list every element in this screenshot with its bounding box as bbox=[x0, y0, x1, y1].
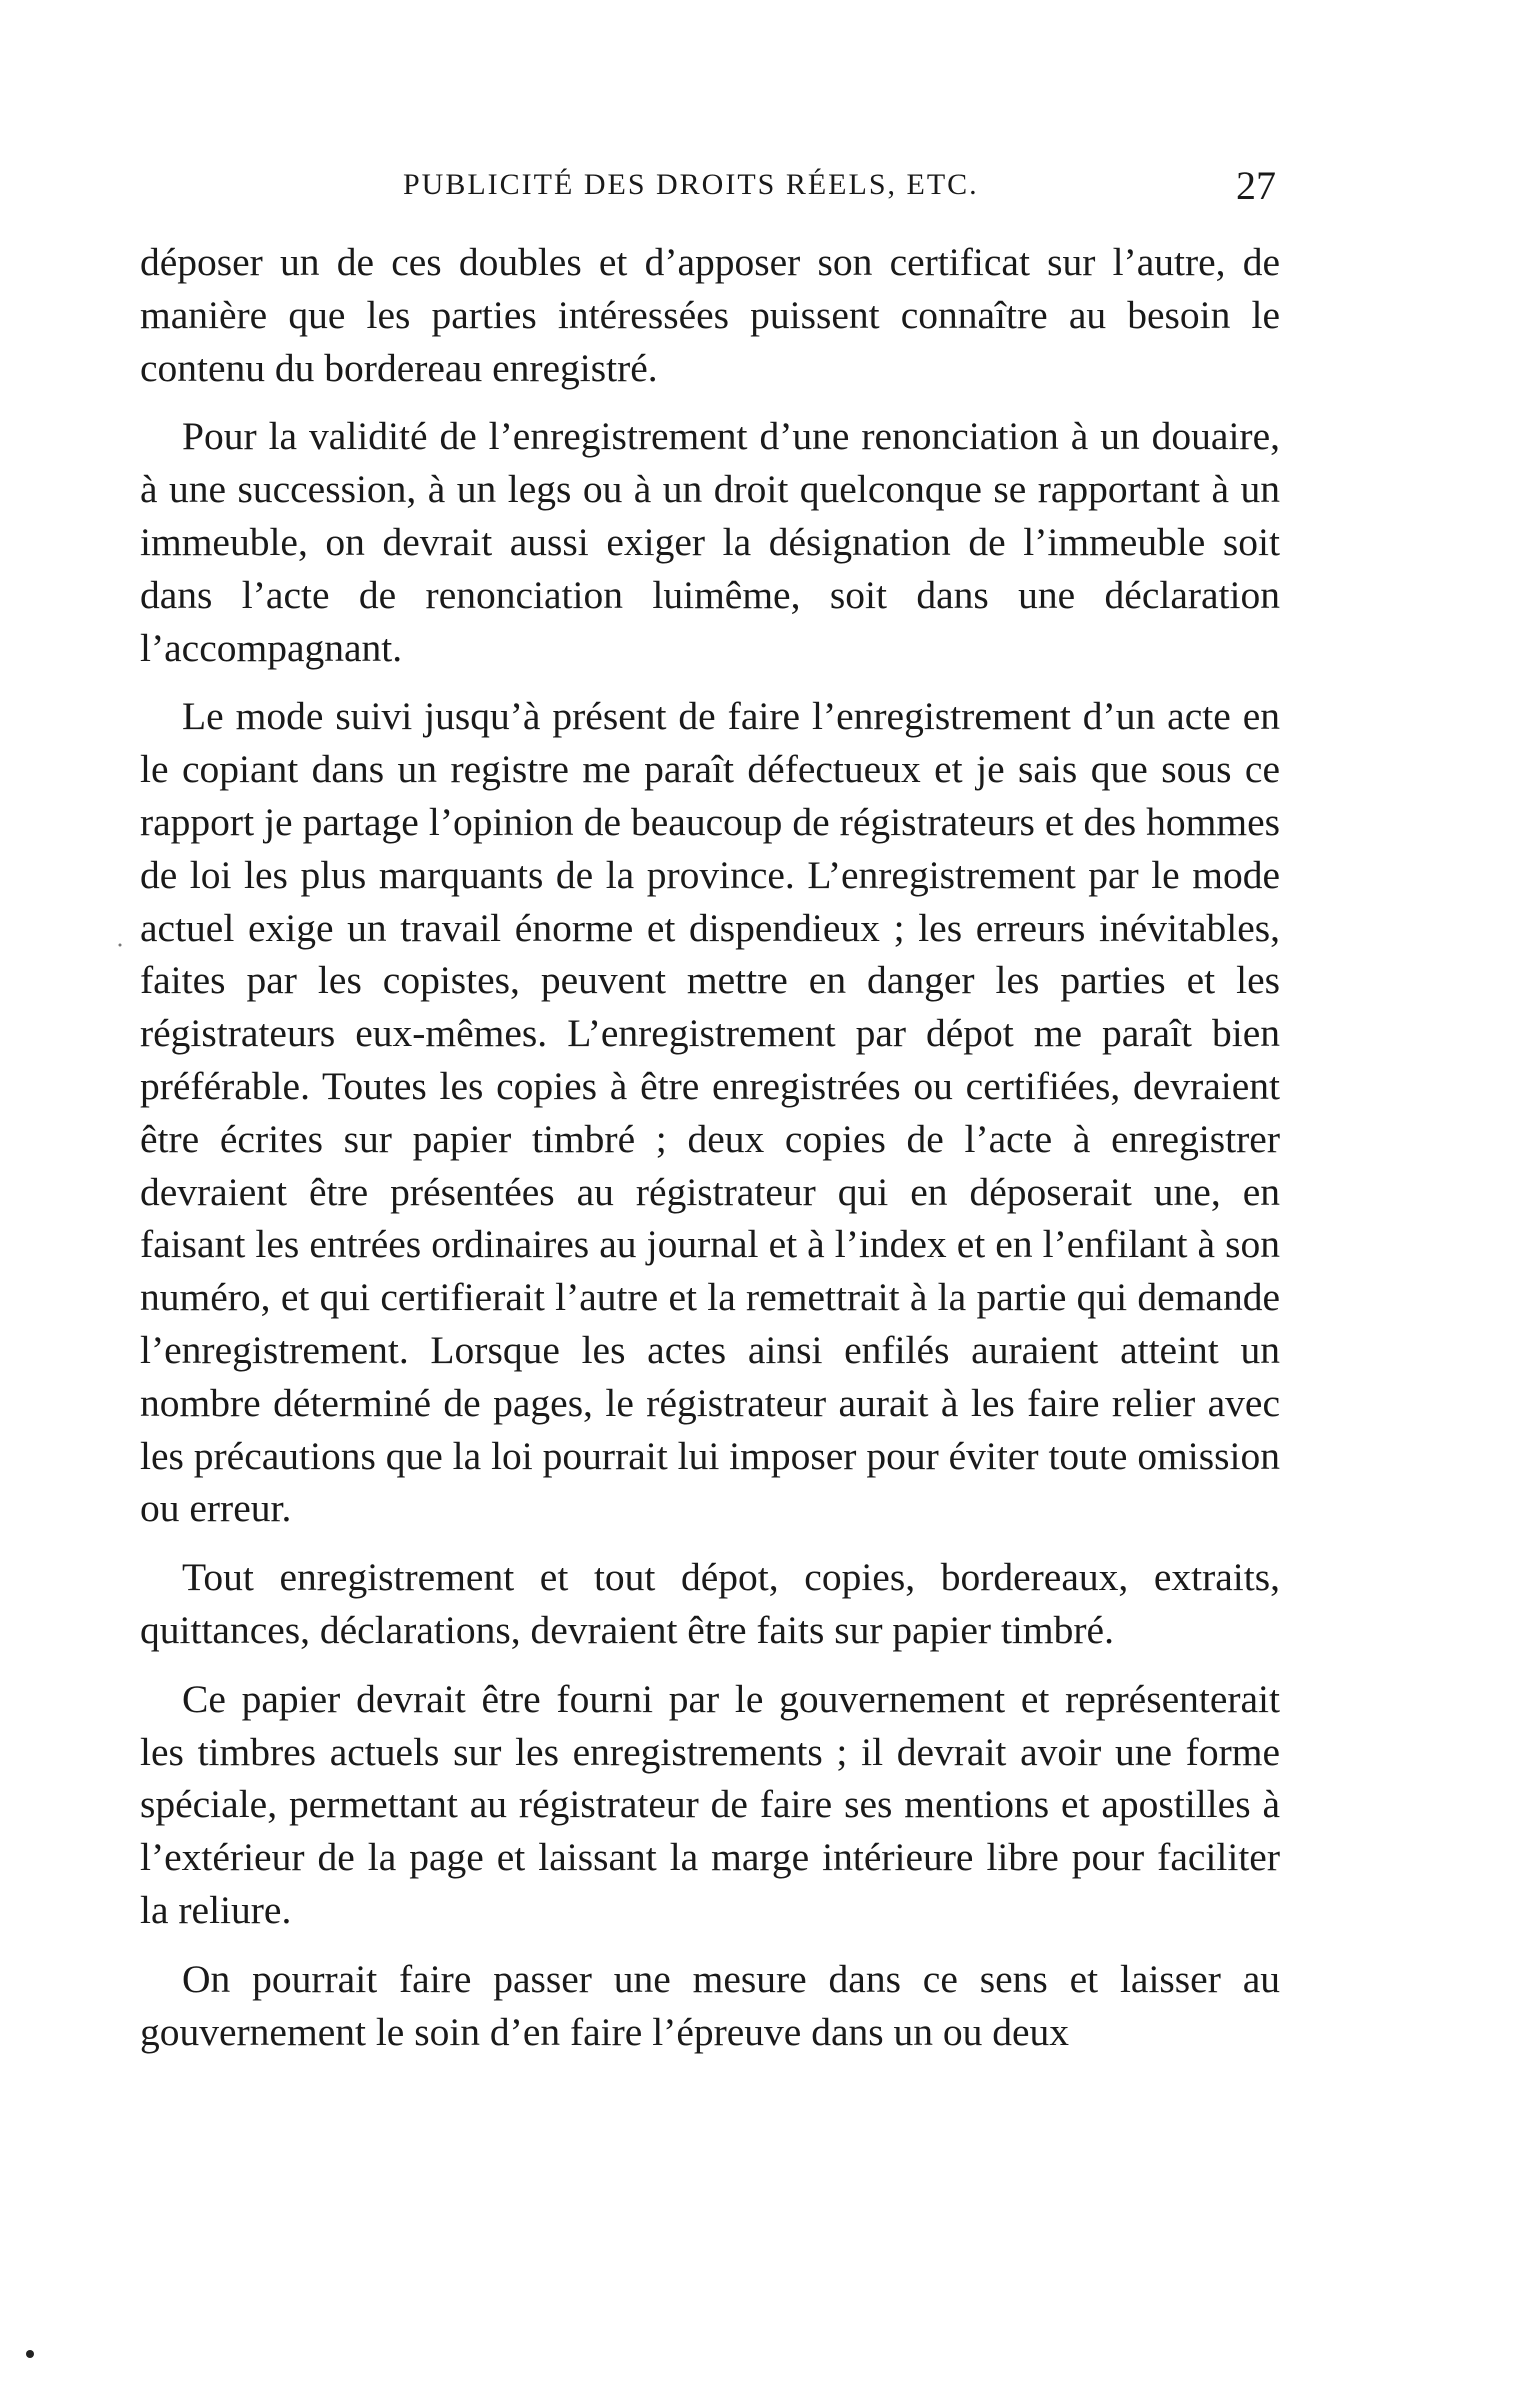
paragraph-continuation: déposer un de ces doubles et d’apposer son certificat sur l’autre, de manière que les parties intéressées puissent connaître au besoin le contenu du bordereau enregistré. bbox=[140, 240, 1280, 390]
speck-mark bbox=[26, 2350, 34, 2358]
paragraph-papier-timbre: Tout enregistrement et tout dépot, copies, bordereaux, extraits, quittances, déclarations, devraient être faits sur papier timbré. bbox=[140, 1555, 1280, 1652]
paragraph-renonciation: Pour la validité de l’enregistrement d’une renonciation à un douaire, à une succession, à un legs ou à un droit quelconque se rapportant à un immeuble, on devrait aussi exiger la désignation de l’immeuble soit dans l’acte de renonciation luimême, soit dans une déclaration l’accompagnant. bbox=[140, 414, 1280, 670]
page-number: 27 bbox=[1236, 163, 1276, 208]
paragraph-mesure: On pourrait faire passer une mesure dans ce sens et laisser au gouvernement le soin d’en faire l’épreuve dans un ou deux bbox=[140, 1956, 1280, 2054]
running-head: PUBLICITÉ DES DROITS RÉELS, ETC. bbox=[403, 168, 979, 201]
paragraph-fourniture-papier: Ce papier devrait être fourni par le gouvernement et représenterait les timbres actuels sur les enregistrements ; il devrait avoir une forme spéciale, permettant au régistrateur de faire ses mentions et apostilles à l’extérieur de la page et laissant la marge intérieure libre pour faciliter la reliure. bbox=[140, 1676, 1280, 1932]
speck-mark bbox=[119, 944, 122, 947]
paragraph-mode-enregistrement: Le mode suivi jusqu’à présent de faire l’enregistrement d’un acte en le copiant dans un registre me paraît défectueux et je sais que sous ce rapport je partage l’opinion de beaucoup de régistrateurs et des hommes de loi les plus marquants de la province. L’enregistrement par le mode actuel exige un travail énorme et dispendieux ; les erreurs inévitables, faites par les copistes, peuvent mettre en danger les parties et les régistrateurs eux-mêmes. L’enregistrement par dépot me paraît bien préférable. Toutes les copies à être enregistrées ou certifiées, devraient être écrites sur papier timbré ; deux copies de l’acte à enregistrer devraient être présentées au régistrateur qui en déposerait une, en faisant les entrées ordinaires au journal et à l’index et en l’enfilant à son numéro, et qui certifierait l’autre et la remettrait à la partie qui demande l’enregistrement. Lorsque les actes ainsi enfilés auraient atteint un nombre déterminé de pages, le régistrateur aurait à les faire relier avec les précautions que la loi pourrait lui imposer pour éviter toute omission ou erreur. bbox=[140, 694, 1280, 1531]
